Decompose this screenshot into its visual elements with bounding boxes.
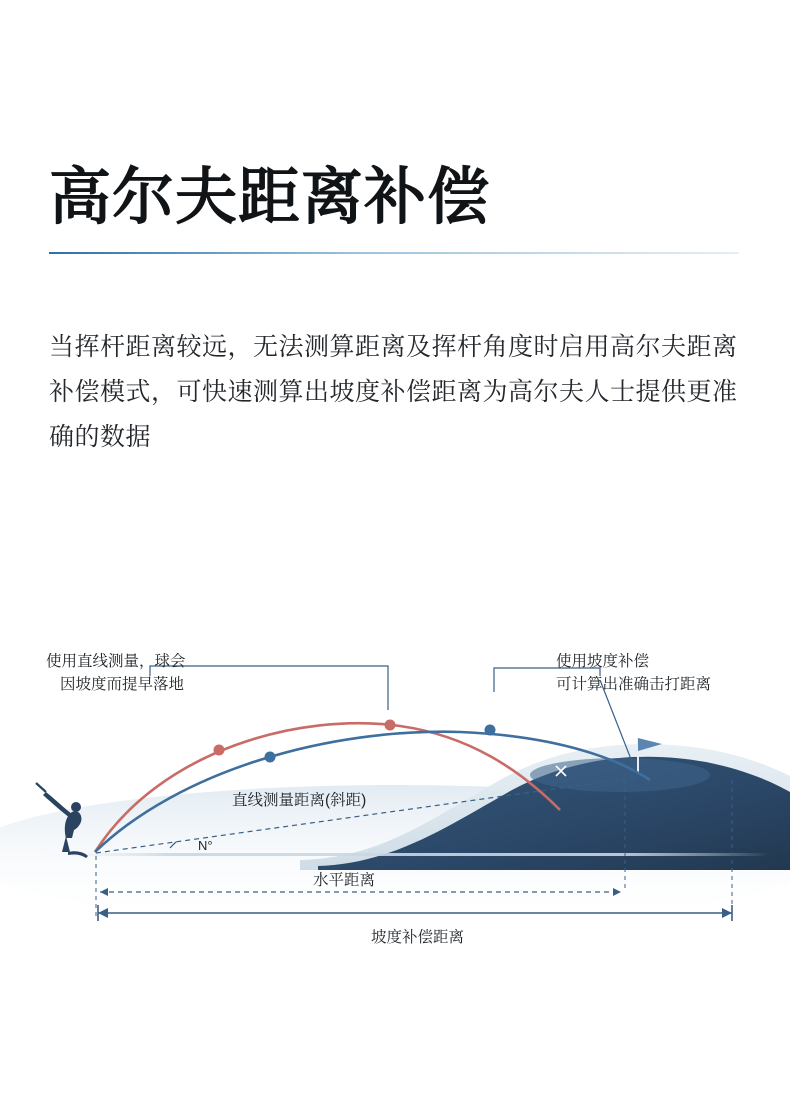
callout-straight-line-text-1: 使用直线测量，球会: [46, 653, 186, 670]
callout-slope-text-1: 使用坡度补偿: [556, 653, 650, 670]
label-horizontal-distance: 水平距离: [313, 872, 376, 889]
callout-straight-line: [46, 650, 186, 696]
golf-club: [36, 783, 46, 792]
ball-red-early: [214, 745, 225, 756]
callout-slope-text-2: 可计算出准确击打距离: [556, 676, 712, 693]
label-compensated-distance: 坡度补偿距离: [371, 929, 465, 946]
golf-compensation-diagram: [0, 620, 790, 1020]
label-angle: N°: [198, 838, 213, 853]
callout-left-leader: [150, 666, 388, 710]
ball-blue-apex: [485, 725, 496, 736]
callout-straight-line-text-2: 因坡度而提早落地: [60, 676, 185, 693]
callout-slope-compensation: [556, 650, 711, 696]
intro-paragraph: 当挥杆距离较远，无法测算距离及挥杆角度时启用高尔夫距离补偿模式，可快速测算出坡度补偿距离为高尔夫人士提供更准确的数据: [49, 333, 738, 451]
page-title: 高尔夫距离补偿: [49, 162, 491, 232]
label-slope-distance: 直线测量距离(斜距): [232, 792, 367, 809]
ball-red-apex: [385, 720, 396, 731]
title-divider: [49, 252, 739, 254]
ground-line: [20, 853, 770, 856]
ball-blue-early: [265, 752, 276, 763]
